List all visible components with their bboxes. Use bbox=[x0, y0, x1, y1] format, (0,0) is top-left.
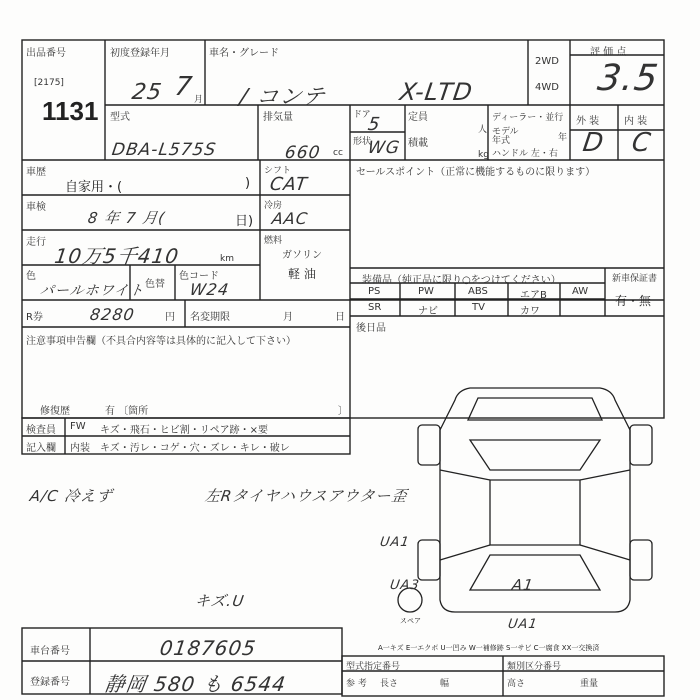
fuel-label: 燃料 bbox=[264, 236, 283, 246]
mark-ua1-bottom: UA1 bbox=[506, 617, 539, 632]
yen-unit: 円 bbox=[165, 312, 175, 323]
plate-label: 登録番号 bbox=[30, 677, 70, 688]
model-name-label: 車名・グレード bbox=[209, 48, 279, 59]
class-label: 類別区分番号 bbox=[507, 662, 562, 672]
color-code-label: 色コード bbox=[179, 271, 219, 282]
inspector-fw: FW bbox=[70, 421, 86, 432]
first-reg-year: 25 bbox=[130, 80, 164, 105]
equip-abs: ABS bbox=[468, 286, 488, 297]
type-value: DBA-L575S bbox=[110, 140, 218, 160]
mark-ua3: UA3 bbox=[388, 578, 421, 593]
equip-sr: SR bbox=[368, 302, 382, 313]
drive-4wd: 4WD bbox=[535, 82, 559, 93]
lot-label: 出品番号 bbox=[26, 48, 66, 59]
mileage-label: 走行 bbox=[26, 237, 46, 248]
shift-label: シフト bbox=[264, 166, 292, 176]
record-label: 記入欄 bbox=[26, 443, 56, 454]
fuel-diesel: 軽 油 bbox=[288, 267, 316, 281]
shift-value: CAT bbox=[268, 174, 310, 195]
height-label: 高さ bbox=[507, 679, 526, 689]
model-spec-label: 型式指定番号 bbox=[346, 662, 401, 672]
dealer-label: ディーラー・並行 bbox=[492, 113, 564, 123]
doors-label: ドア bbox=[353, 110, 371, 120]
displacement-label: 排気量 bbox=[263, 112, 293, 123]
record-items: キズ・汚レ・コゲ・穴・ズレ・キレ・破レ bbox=[100, 443, 290, 454]
recycle-value: 8280 bbox=[88, 305, 137, 324]
mileage-value: 10万5千410 bbox=[53, 244, 181, 268]
color-label: 色 bbox=[26, 271, 36, 282]
inspection-value: 8 年 7 月( bbox=[86, 209, 167, 227]
recycle-label: R券 bbox=[26, 312, 43, 323]
equip-pw: PW bbox=[418, 286, 434, 297]
handle-label: ハンドル 左・右 bbox=[492, 149, 558, 159]
chassis-label: 車台番号 bbox=[30, 646, 70, 657]
inspection-label: 車検 bbox=[26, 202, 46, 213]
equip-airbag: エアB bbox=[520, 290, 547, 301]
chassis-value: 0187605 bbox=[158, 636, 258, 660]
damage-legend: A一キズ E一エクボ U一凹み W一補修跡 S一サビ C一腐食 XX一交換済 bbox=[378, 644, 600, 652]
interior-grade: C bbox=[629, 128, 654, 158]
model-year-label: モデル bbox=[492, 127, 519, 137]
new-warranty-label: 新車保証書 bbox=[612, 274, 658, 284]
repair-value: 有 〔箇所 bbox=[105, 406, 149, 417]
interior-label: 内 装 bbox=[624, 116, 648, 127]
repair-close: 〕 bbox=[338, 406, 348, 417]
record-interior: 内装 bbox=[70, 443, 90, 454]
lot-sub: [2175] bbox=[34, 78, 64, 88]
displacement-value: 660 bbox=[283, 143, 322, 163]
first-reg-label: 初度登録年月 bbox=[110, 48, 170, 59]
length-label: 長さ bbox=[380, 679, 399, 689]
model-name: / コンテ bbox=[237, 85, 327, 110]
color-no-label: 色替 bbox=[145, 279, 165, 290]
post-date-label: 後日品 bbox=[356, 323, 386, 334]
plate-value: 静岡 580 も 6544 bbox=[103, 672, 288, 696]
spare-label: スペア bbox=[400, 617, 421, 625]
model-year-sub: 年式 bbox=[492, 136, 511, 146]
exterior-label: 外 装 bbox=[576, 116, 600, 127]
repair-label: 修復歴 bbox=[40, 406, 70, 417]
nc-month: 月 bbox=[283, 312, 293, 323]
persons-unit: 人 bbox=[478, 125, 488, 135]
exterior-grade: D bbox=[580, 128, 607, 158]
inspector-label: 検査員 bbox=[26, 425, 56, 436]
color-value: パールホワイト bbox=[38, 283, 146, 299]
equip-aw: AW bbox=[572, 286, 589, 297]
first-reg-month: 7 bbox=[172, 72, 195, 102]
handwritten-note-1: A/C 冷えず bbox=[28, 487, 114, 505]
shape-label: 形状 bbox=[353, 137, 372, 147]
lot-number: 1131 bbox=[42, 96, 99, 126]
nc-day: 日 bbox=[335, 312, 345, 323]
equip-ps: PS bbox=[368, 286, 381, 297]
grade: X-LTD bbox=[398, 78, 475, 106]
equipment-label: 装備品（純正品に限り○をつけてください） bbox=[362, 275, 561, 286]
weight-label: 重量 bbox=[580, 679, 599, 689]
day-unit: 日) bbox=[235, 214, 254, 229]
ref-label: 参 考 bbox=[346, 679, 367, 689]
capacity-label: 定員 bbox=[408, 112, 428, 123]
warranty-value: 有・無 bbox=[615, 294, 652, 308]
cc-unit: cc bbox=[333, 148, 343, 158]
aircon-label: 冷房 bbox=[264, 201, 283, 211]
year-unit: 年 bbox=[558, 133, 568, 143]
equip-tv: TV bbox=[472, 302, 485, 313]
km-unit: km bbox=[220, 254, 234, 264]
inspector-items: キズ・飛石・ヒビ割・リペア跡・×要 bbox=[100, 425, 268, 436]
history-label: 車歴 bbox=[26, 167, 46, 178]
width-label: 幅 bbox=[440, 679, 450, 689]
shape-value: WG bbox=[366, 138, 402, 158]
kg-unit: kg bbox=[478, 150, 489, 160]
equip-navi: ナビ bbox=[418, 306, 438, 317]
rating: 3.5 bbox=[595, 58, 662, 99]
history-value: 自家用・( bbox=[65, 180, 123, 195]
color-code-value: W24 bbox=[188, 280, 231, 299]
doors-value: 5 bbox=[366, 114, 382, 135]
month-unit: 月 bbox=[194, 95, 204, 105]
type-label: 型式 bbox=[110, 112, 130, 123]
handwritten-note-2: 左Rタイヤハウスアウター歪 bbox=[203, 487, 409, 505]
load-label: 積載 bbox=[408, 138, 428, 149]
sales-point-label: セールスポイント（正常に機能するものに限ります） bbox=[356, 167, 596, 178]
mark-ua1: UA1 bbox=[378, 535, 411, 550]
history-close: ) bbox=[245, 176, 251, 191]
drive-2wd: 2WD bbox=[535, 56, 559, 67]
equip-leather: カワ bbox=[520, 306, 540, 317]
fuel-gas: ガソリン bbox=[282, 250, 322, 261]
caution-label: 注意事項申告欄（不具合内容等は具体的に記入して下さい） bbox=[26, 336, 296, 347]
name-change-label: 名変期限 bbox=[190, 312, 230, 323]
handwritten-note-3: キズ.U bbox=[193, 592, 246, 610]
rating-label: 評 価 点 bbox=[590, 47, 627, 58]
mark-a1: A1 bbox=[510, 576, 536, 594]
aircon-value: AAC bbox=[270, 209, 310, 228]
